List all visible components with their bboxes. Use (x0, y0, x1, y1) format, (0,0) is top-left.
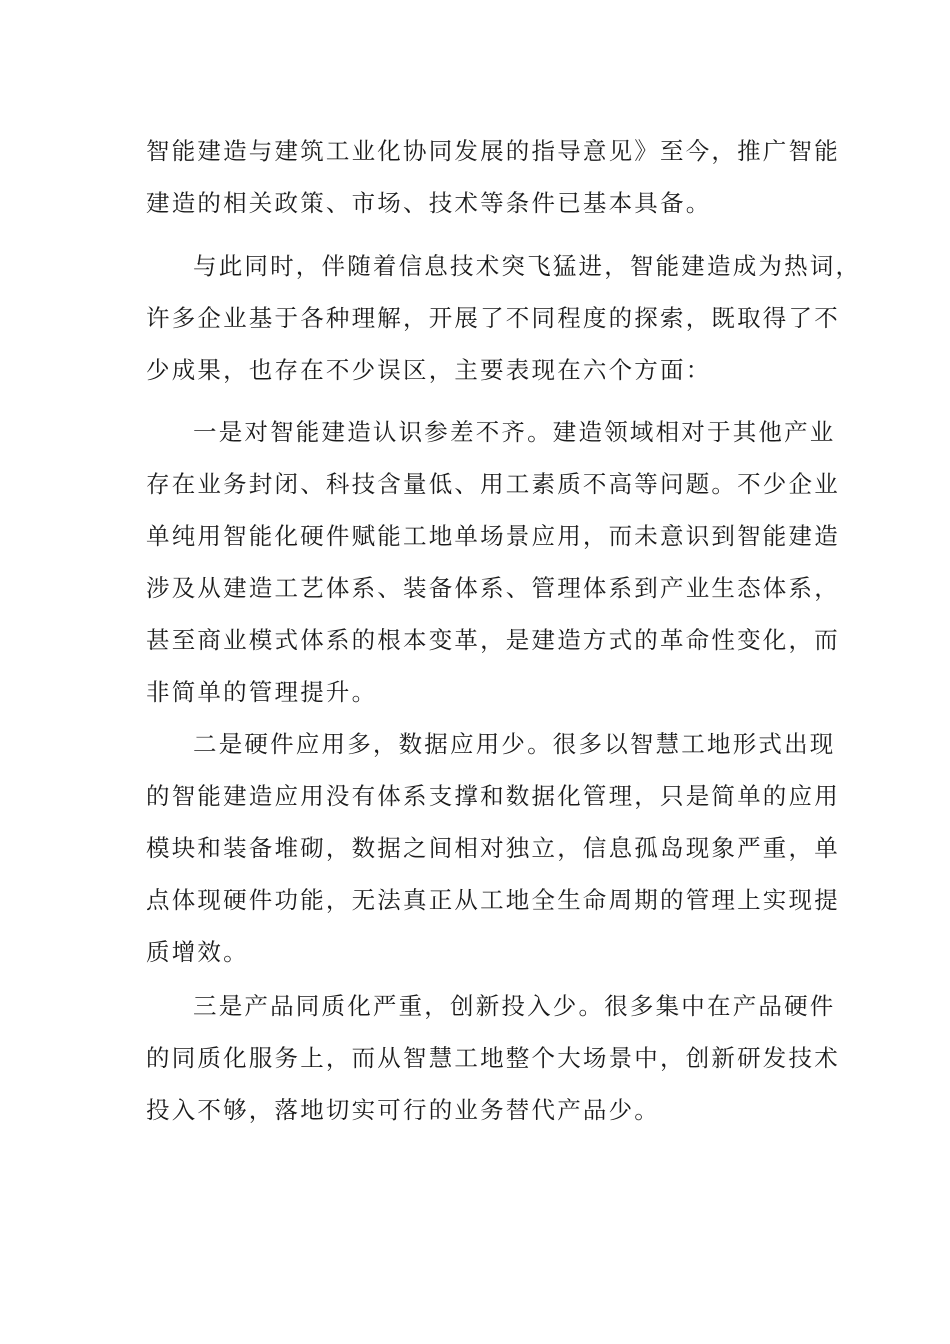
text-line: 少成果，也存在不少误区，主要表现在六个方面： (146, 356, 712, 384)
text-line: 与此同时，伴随着信息技术突飞猛进，智能建造成为热词， (193, 252, 862, 280)
text-line: 点体现硬件功能，无法真正从工地全生命周期的管理上实现提 (146, 886, 840, 914)
text-line: 的同质化服务上，而从智慧工地整个大场景中，创新研发技术 (146, 1044, 840, 1072)
text-line: 一是对智能建造认识参差不齐。建造领域相对于其他产业 (193, 418, 836, 446)
paragraph-3 (146, 406, 840, 718)
paragraph-1 (146, 125, 840, 229)
text-line: 三是产品同质化严重，创新投入少。很多集中在产品硬件 (193, 992, 836, 1020)
text-line: 智能建造与建筑工业化协同发展的指导意见》至今，推广智能 (146, 137, 840, 165)
text-line: 投入不够，落地切实可行的业务替代产品少。 (146, 1096, 660, 1124)
text-line: 模块和装备堆砌，数据之间相对独立，信息孤岛现象严重，单 (146, 834, 840, 862)
text-line: 的智能建造应用没有体系支撑和数据化管理，只是简单的应用 (146, 782, 840, 810)
text-line: 存在业务封闭、科技含量低、用工素质不高等问题。不少企业 (146, 470, 840, 498)
text-line: 建造的相关政策、市场、技术等条件已基本具备。 (146, 189, 712, 217)
text-line: 许多企业基于各种理解，开展了不同程度的探索，既取得了不 (146, 304, 840, 332)
text-line: 质增效。 (146, 938, 249, 966)
text-line: 涉及从建造工艺体系、装备体系、管理体系到产业生态体系， (146, 574, 840, 602)
paragraph-4 (146, 718, 840, 978)
text-line: 二是硬件应用多，数据应用少。很多以智慧工地形式出现 (193, 730, 836, 758)
paragraph-5 (146, 980, 840, 1136)
text-line: 甚至商业模式体系的根本变革，是建造方式的革命性变化，而 (146, 626, 840, 654)
text-line: 非简单的管理提升。 (146, 678, 378, 706)
text-line: 单纯用智能化硬件赋能工地单场景应用，而未意识到智能建造 (146, 522, 840, 550)
paragraph-2 (146, 240, 862, 396)
